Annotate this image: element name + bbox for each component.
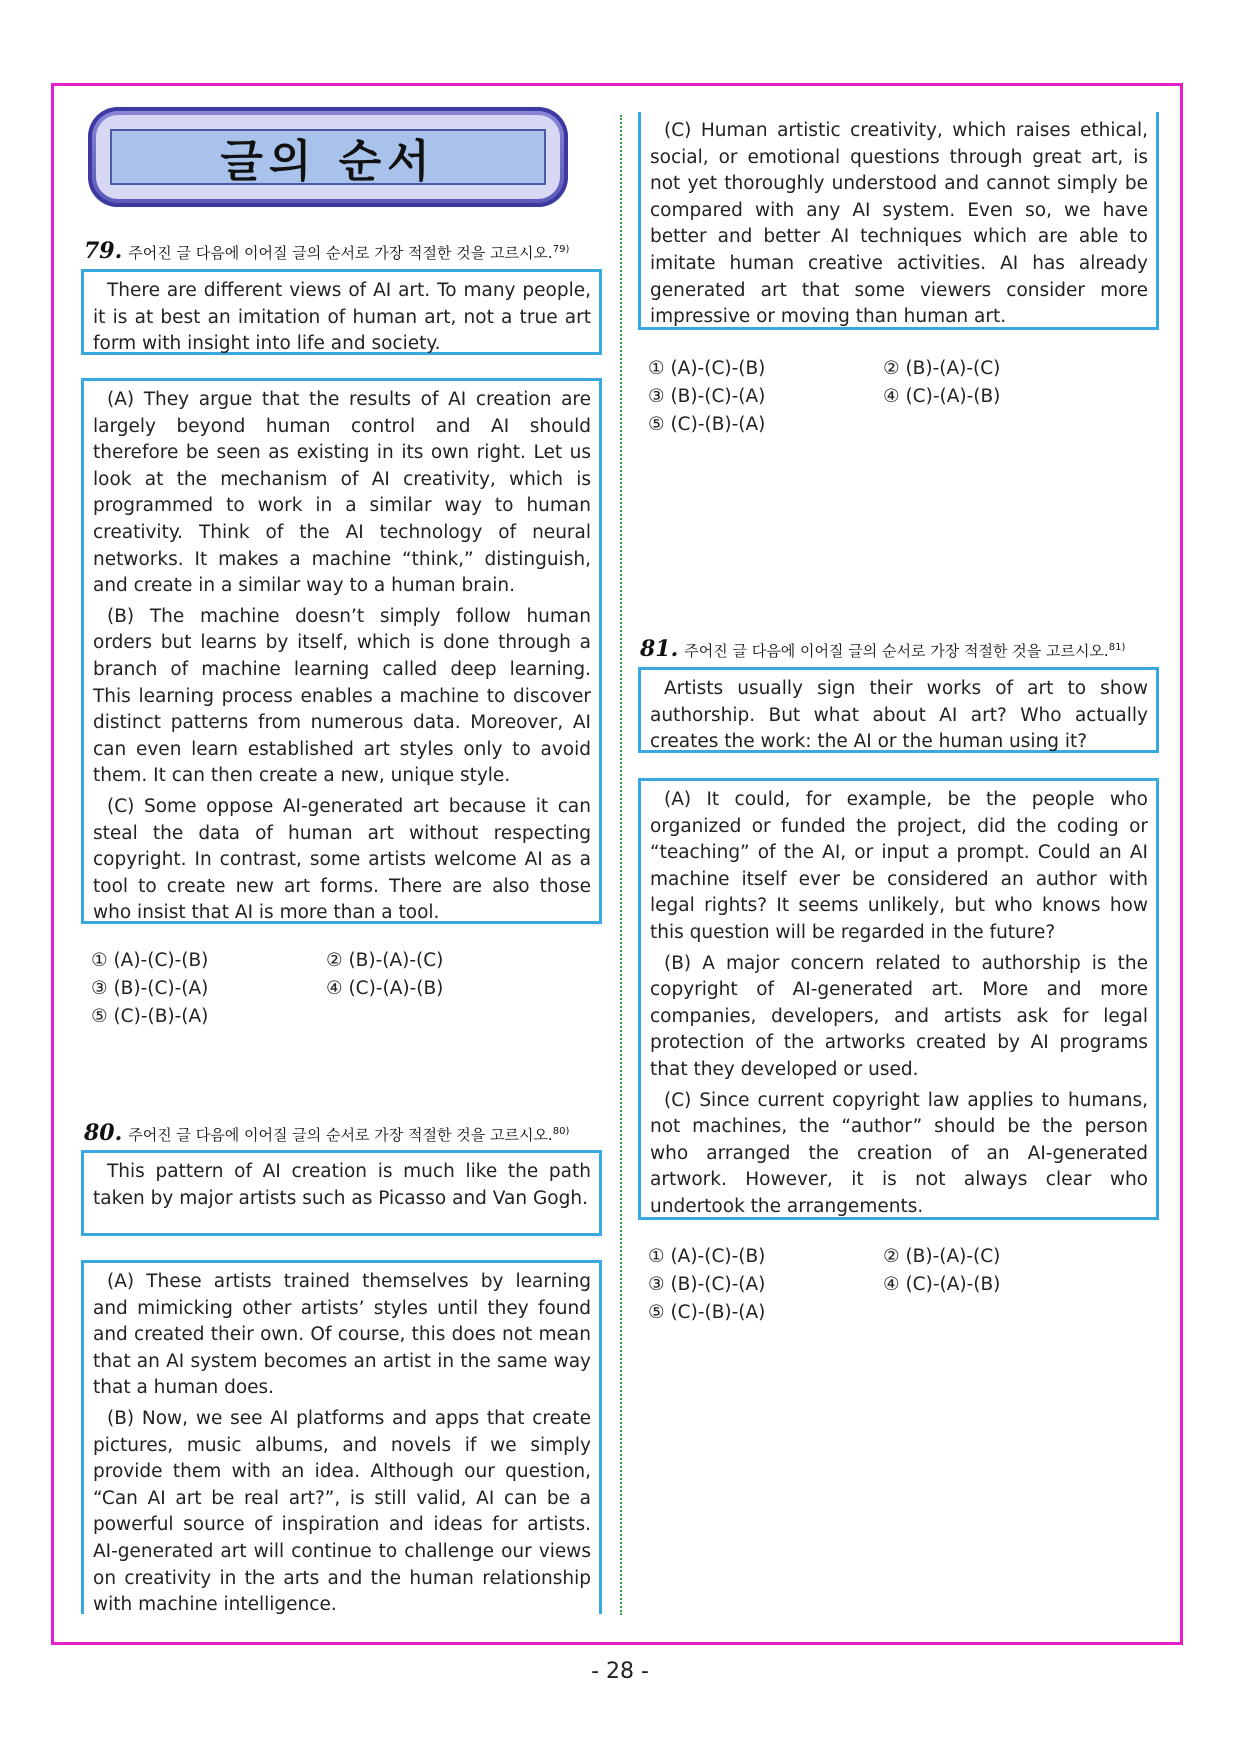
option-1[interactable]: ① (A)-(C)-(B) bbox=[91, 950, 209, 971]
option-1[interactable]: ① (A)-(C)-(B) bbox=[648, 1246, 766, 1267]
footnote-ref: 80) bbox=[552, 1126, 570, 1137]
paragraph-c: (C) Human artistic creativity, which raises ethical, social, or emotional questions through great art, is not yet thoroughly understood and cannot simply be compared with any AI system. Even so, we have better and better AI techniques which are able to imitate human creative activities. AI has already generated art that some viewers consider more impressive or moving than human art. bbox=[650, 120, 1148, 328]
option-3[interactable]: ③ (B)-(C)-(A) bbox=[91, 978, 209, 999]
option-2[interactable]: ② (B)-(A)-(C) bbox=[883, 358, 1001, 379]
option-5[interactable]: ⑤ (C)-(B)-(A) bbox=[91, 1006, 209, 1027]
paragraph-b: (B) A major concern related to authorship is the copyright of AI-generated art. More and more companies, developers, and artists ask for legal protection of the artworks created by AI programs that they developed or used. bbox=[650, 952, 1148, 1080]
q80-given-passage bbox=[81, 1150, 602, 1236]
q81-paragraphs bbox=[638, 778, 1159, 1220]
question-79-header bbox=[84, 238, 569, 264]
page-number: - 28 - bbox=[591, 1659, 649, 1684]
paragraph-b: (B) The machine doesn’t simply follow human orders but learns by itself, which is done through a branch of machine learning called deep learning. This learning process enables a machine to discover distinct patterns from numerous data. Moreover, AI can even learn established art styles only to avoid them. It can then create a new, unique style. bbox=[93, 605, 591, 787]
option-3[interactable]: ③ (B)-(C)-(A) bbox=[648, 1274, 766, 1295]
q81-options bbox=[648, 1243, 1118, 1327]
passage-text: There are different views of AI art. To many people, it is at best an imitation of human art, not a true art form with insight into life and society. bbox=[93, 280, 591, 355]
option-3[interactable]: ③ (B)-(C)-(A) bbox=[648, 386, 766, 407]
paragraph-c: (C) Some oppose AI-generated art because it can steal the data of human art without respecting copyright. In contrast, some artists welcome AI as a tool to create new art forms. There are also those who insist that AI is more than a tool. bbox=[93, 795, 591, 924]
question-80-header bbox=[84, 1120, 569, 1146]
paragraph-b: (B) Now, we see AI platforms and apps that create pictures, music albums, and novels if we simply provide them with an idea. Although our question, “Can AI art be real art?”, is still valid, AI can be a powerful source of inspiration and ideas for artists. AI-generated art will continue to challenge our views on creativity in the arts and the human relationship with machine intelligence. bbox=[93, 1407, 591, 1616]
passage-text: Artists usually sign their works of art to show authorship. But what about AI art? Who actually creates the work: the AI or the human using it? bbox=[650, 678, 1148, 753]
question-instruction: 주어진 글 다음에 이어질 글의 순서로 가장 적절한 것을 고르시오. bbox=[684, 642, 1109, 660]
paragraph-c: (C) Since current copyright law applies to humans, not machines, the “author” should be the person who arranged the creation of an AI-generated artwork. However, it is not always clear who undertook the arrangements. bbox=[650, 1089, 1148, 1217]
option-4[interactable]: ④ (C)-(A)-(B) bbox=[883, 1274, 1001, 1295]
q80-paragraphs-part2 bbox=[638, 112, 1159, 330]
q79-options bbox=[91, 947, 561, 1031]
question-instruction: 주어진 글 다음에 이어질 글의 순서로 가장 적절한 것을 고르시오. bbox=[128, 1126, 553, 1144]
question-number: 81. bbox=[640, 636, 679, 662]
column-divider bbox=[620, 115, 622, 1615]
question-81-header bbox=[640, 636, 1125, 662]
footnote-ref: 81) bbox=[1108, 642, 1126, 653]
option-4[interactable]: ④ (C)-(A)-(B) bbox=[883, 386, 1001, 407]
paragraph-a: (A) It could, for example, be the people who organized or funded the project, did the coding or “teaching” of the AI, or input a prompt. Could an AI machine itself ever be considered an author with legal rights? It seems unlikely, but who knows how this question will be regarded in the future? bbox=[650, 789, 1148, 943]
passage-text: This pattern of AI creation is much like the path taken by major artists such as Picasso and Van Gogh. bbox=[93, 1161, 591, 1209]
option-1[interactable]: ① (A)-(C)-(B) bbox=[648, 358, 766, 379]
option-5[interactable]: ⑤ (C)-(B)-(A) bbox=[648, 1302, 766, 1323]
option-5[interactable]: ⑤ (C)-(B)-(A) bbox=[648, 414, 766, 435]
paragraph-a: (A) These artists trained themselves by learning and mimicking other artists’ styles until they found and created their own. Of course, this does not mean that an AI system becomes an artist in the same way that a human does. bbox=[93, 1271, 591, 1399]
option-4[interactable]: ④ (C)-(A)-(B) bbox=[326, 978, 444, 999]
section-title: 글의 순서 bbox=[220, 136, 436, 187]
paragraph-a: (A) They argue that the results of AI creation are largely beyond human control and AI should therefore be seen as existing in its own right. Let us look at the mechanism of AI creativity, which is programmed to work in a similar way to human creativity. Think of the AI technology of neural networks. It makes a machine “think,” distinguish, and create in a similar way to a human brain. bbox=[93, 389, 591, 597]
section-title-banner bbox=[88, 107, 568, 207]
question-number: 80. bbox=[84, 1120, 123, 1146]
option-2[interactable]: ② (B)-(A)-(C) bbox=[326, 950, 444, 971]
q80-paragraphs-part1 bbox=[81, 1260, 602, 1614]
q79-paragraphs bbox=[81, 378, 602, 924]
q81-given-passage bbox=[638, 667, 1159, 753]
q80-options bbox=[648, 355, 1118, 439]
q79-given-passage bbox=[81, 269, 602, 355]
footnote-ref: 79) bbox=[552, 244, 570, 255]
question-number: 79. bbox=[84, 238, 123, 264]
option-2[interactable]: ② (B)-(A)-(C) bbox=[883, 1246, 1001, 1267]
question-instruction: 주어진 글 다음에 이어질 글의 순서로 가장 적절한 것을 고르시오. bbox=[128, 244, 553, 262]
